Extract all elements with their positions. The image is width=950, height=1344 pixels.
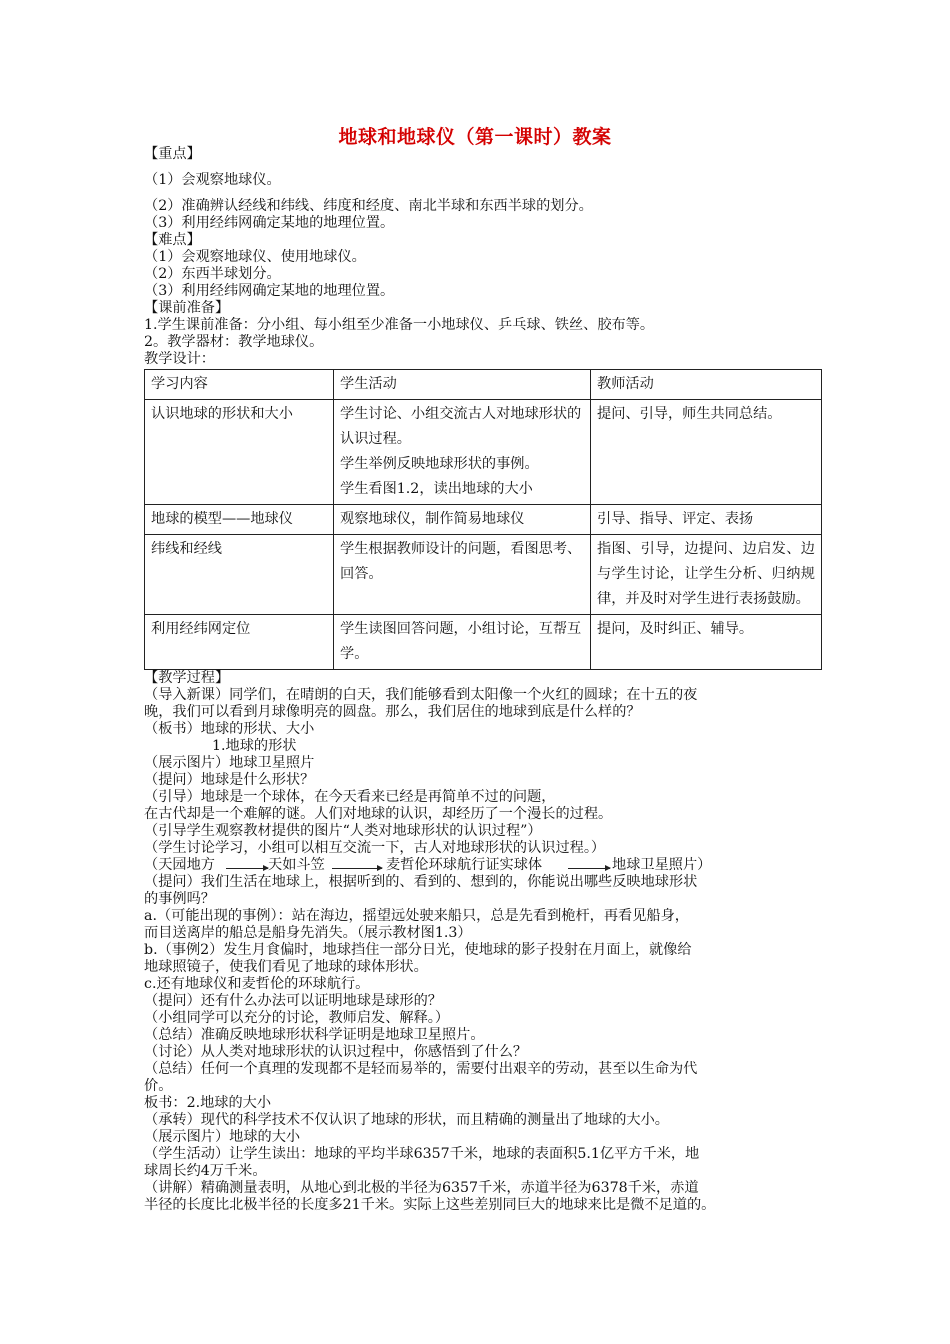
arrow-right-icon: [332, 868, 382, 869]
document-body: [144, 146, 824, 1214]
process-line: （引导）地球是一个球体，在今天看来已经是再简单不过的问题，: [144, 789, 556, 805]
process-line: （讲解）精确测量表明，从地心到北极的半径为6357千米，赤道半径为6378千米，赤道: [144, 1180, 699, 1196]
process-line: a.（可能出现的事例）：站在海边，摇望远处驶来船只，总是先看到桅杆，再看见船身，: [144, 908, 689, 924]
table-row: [145, 615, 822, 670]
table-cell: 认识地球的形状和大小: [145, 400, 334, 505]
process-line: b.（事例2）发生月食偏时，地球挡住一部分日光，使地球的影子投射在月面上，就像给: [144, 942, 692, 958]
process-line: 而目送离岸的船总是船身先消失。（展示教材图1.3）: [144, 925, 472, 941]
process-line: （学生讨论学习，小组可以相互交流一下，古人对地球形状的认识过程。）: [144, 840, 606, 856]
sequence-step: 地球卫星照片）: [612, 857, 712, 873]
key-point-item: （2）准确辨认经线和纬线、纬度和经度、南北半球和东西半球的划分。: [144, 198, 593, 214]
process-line: （展示图片）地球的大小: [144, 1129, 301, 1145]
process-line: （小组同学可以充分的讨论，教师启发、解释。）: [144, 1010, 450, 1026]
process-line: 在古代却是一个难解的谜。人们对地球的认识，却经历了一个漫长的过程。: [144, 806, 613, 822]
process-line: （学生活动）让学生读出：地球的平均半球6357千米，地球的表面积5.1亿平方千米，地: [144, 1146, 700, 1162]
process-line: 球周长约4万千米。: [144, 1163, 267, 1179]
key-point-item: （1）会观察地球仪。: [144, 172, 281, 188]
table-cell: 利用经纬网定位: [145, 615, 334, 670]
table-cell: 提问、引导，师生共同总结。: [591, 400, 822, 505]
cognition-sequence: [144, 857, 824, 874]
process-line: （引导学生观察教材提供的图片“人类对地球形状的认识过程”）: [144, 823, 542, 839]
section-heading-preparation: 【课前准备】: [144, 300, 230, 316]
process-line: （总结）任何一个真理的发现都不是轻而易举的，需要付出艰辛的劳动，甚至以生命为代: [144, 1061, 698, 1077]
table-row: [145, 535, 822, 615]
process-line: 板书：2.地球的大小: [144, 1095, 272, 1111]
table-cell: 观察地球仪，制作简易地球仪: [334, 505, 591, 535]
table-row: [145, 505, 822, 535]
sequence-step: （天园地方: [144, 857, 215, 873]
process-line: 价。: [144, 1078, 173, 1094]
process-line: （提问）地球是什么形状？: [144, 772, 315, 788]
preparation-item: 1.学生课前准备：分小组、每小组至少准备一小地球仪、乒乓球、铁丝、胶布等。: [144, 317, 655, 333]
section-heading-key-points: 【重点】: [144, 146, 201, 162]
process-line: 半径的长度比北极半径的长度多21千米。实际上这些差别同巨大的地球来比是微不足道的。: [144, 1197, 716, 1213]
process-line: 晚，我们可以看到月球像明亮的圆盘。那么，我们居住的地球到底是什么样的？: [144, 704, 641, 720]
process-line: （展示图片）地球卫星照片: [144, 755, 315, 771]
table-cell: 地球的模型——地球仪: [145, 505, 334, 535]
table-cell: 纬线和经线: [145, 535, 334, 615]
arrow-right-icon: [568, 868, 610, 869]
sequence-step: 天如斗笠: [268, 857, 325, 873]
key-point-item: （3）利用经纬网确定某地的地理位置。: [144, 215, 395, 231]
table-header-cell: 教师活动: [591, 370, 822, 400]
table-cell: 学生讨论、小组交流古人对地球形状的认识过程。 学生举例反映地球形状的事例。 学生看图1.2，读出地球的大小: [334, 400, 591, 505]
section-heading-process: 【教学过程】: [144, 670, 230, 686]
arrow-right-icon: [226, 868, 268, 869]
difficult-point-item: （2）东西半球划分。: [144, 266, 281, 282]
process-line: （讨论）从人类对地球形状的认识过程中，你感悟到了什么？: [144, 1044, 528, 1060]
table-header-cell: 学习内容: [145, 370, 334, 400]
table-cell: 学生根据教师设计的问题，看图思考、回答。: [334, 535, 591, 615]
design-label: 教学设计：: [144, 351, 215, 367]
page-title: 地球和地球仪（第一课时）教案: [338, 126, 612, 148]
table-cell: 指图、引导，边提问、边启发、边与学生讨论，让学生分析、归纳规律，并及时对学生进行表扬鼓励。: [591, 535, 822, 615]
table-row: [145, 400, 822, 505]
process-line: c.还有地球仪和麦哲伦的环球航行。: [144, 976, 370, 992]
preparation-item: 2。教学器材：教学地球仪。: [144, 334, 324, 350]
process-line: 地球照镜子，使我们看见了地球的球体形状。: [144, 959, 428, 975]
table-header-row: [145, 370, 822, 400]
process-line: 的事例吗？: [144, 891, 215, 907]
process-line: （承转）现代的科学技术不仅认识了地球的形状，而且精确的测量出了地球的大小。: [144, 1112, 669, 1128]
process-line: （提问）我们生活在地球上，根据听到的、看到的、想到的，你能说出哪些反映地球形状: [144, 874, 698, 890]
table-cell: 提问，及时纠正、辅导。: [591, 615, 822, 670]
process-line: （导入新课）同学们，在晴朗的白天，我们能够看到太阳像一个火红的圆球；在十五的夜: [144, 687, 698, 703]
process-line: （提问）还有什么办法可以证明地球是球形的？: [144, 993, 442, 1009]
table-header-cell: 学生活动: [334, 370, 591, 400]
table-cell: 引导、指导、评定、表扬: [591, 505, 822, 535]
difficult-point-item: （3）利用经纬网确定某地的地理位置。: [144, 283, 395, 299]
section-heading-difficult-points: 【难点】: [144, 232, 201, 248]
process-line: （总结）准确反映地球形状科学证明是地球卫星照片。: [144, 1027, 485, 1043]
sequence-step: 麦哲伦环球航行证实球体: [386, 857, 543, 873]
table-cell: 学生读图回答问题，小组讨论，互帮互学。: [334, 615, 591, 670]
process-line: （板书）地球的形状、大小: [144, 721, 315, 737]
difficult-point-item: （1）会观察地球仪、使用地球仪。: [144, 249, 366, 265]
process-line: 1.地球的形状: [212, 738, 297, 754]
teaching-design-table: [144, 369, 822, 670]
